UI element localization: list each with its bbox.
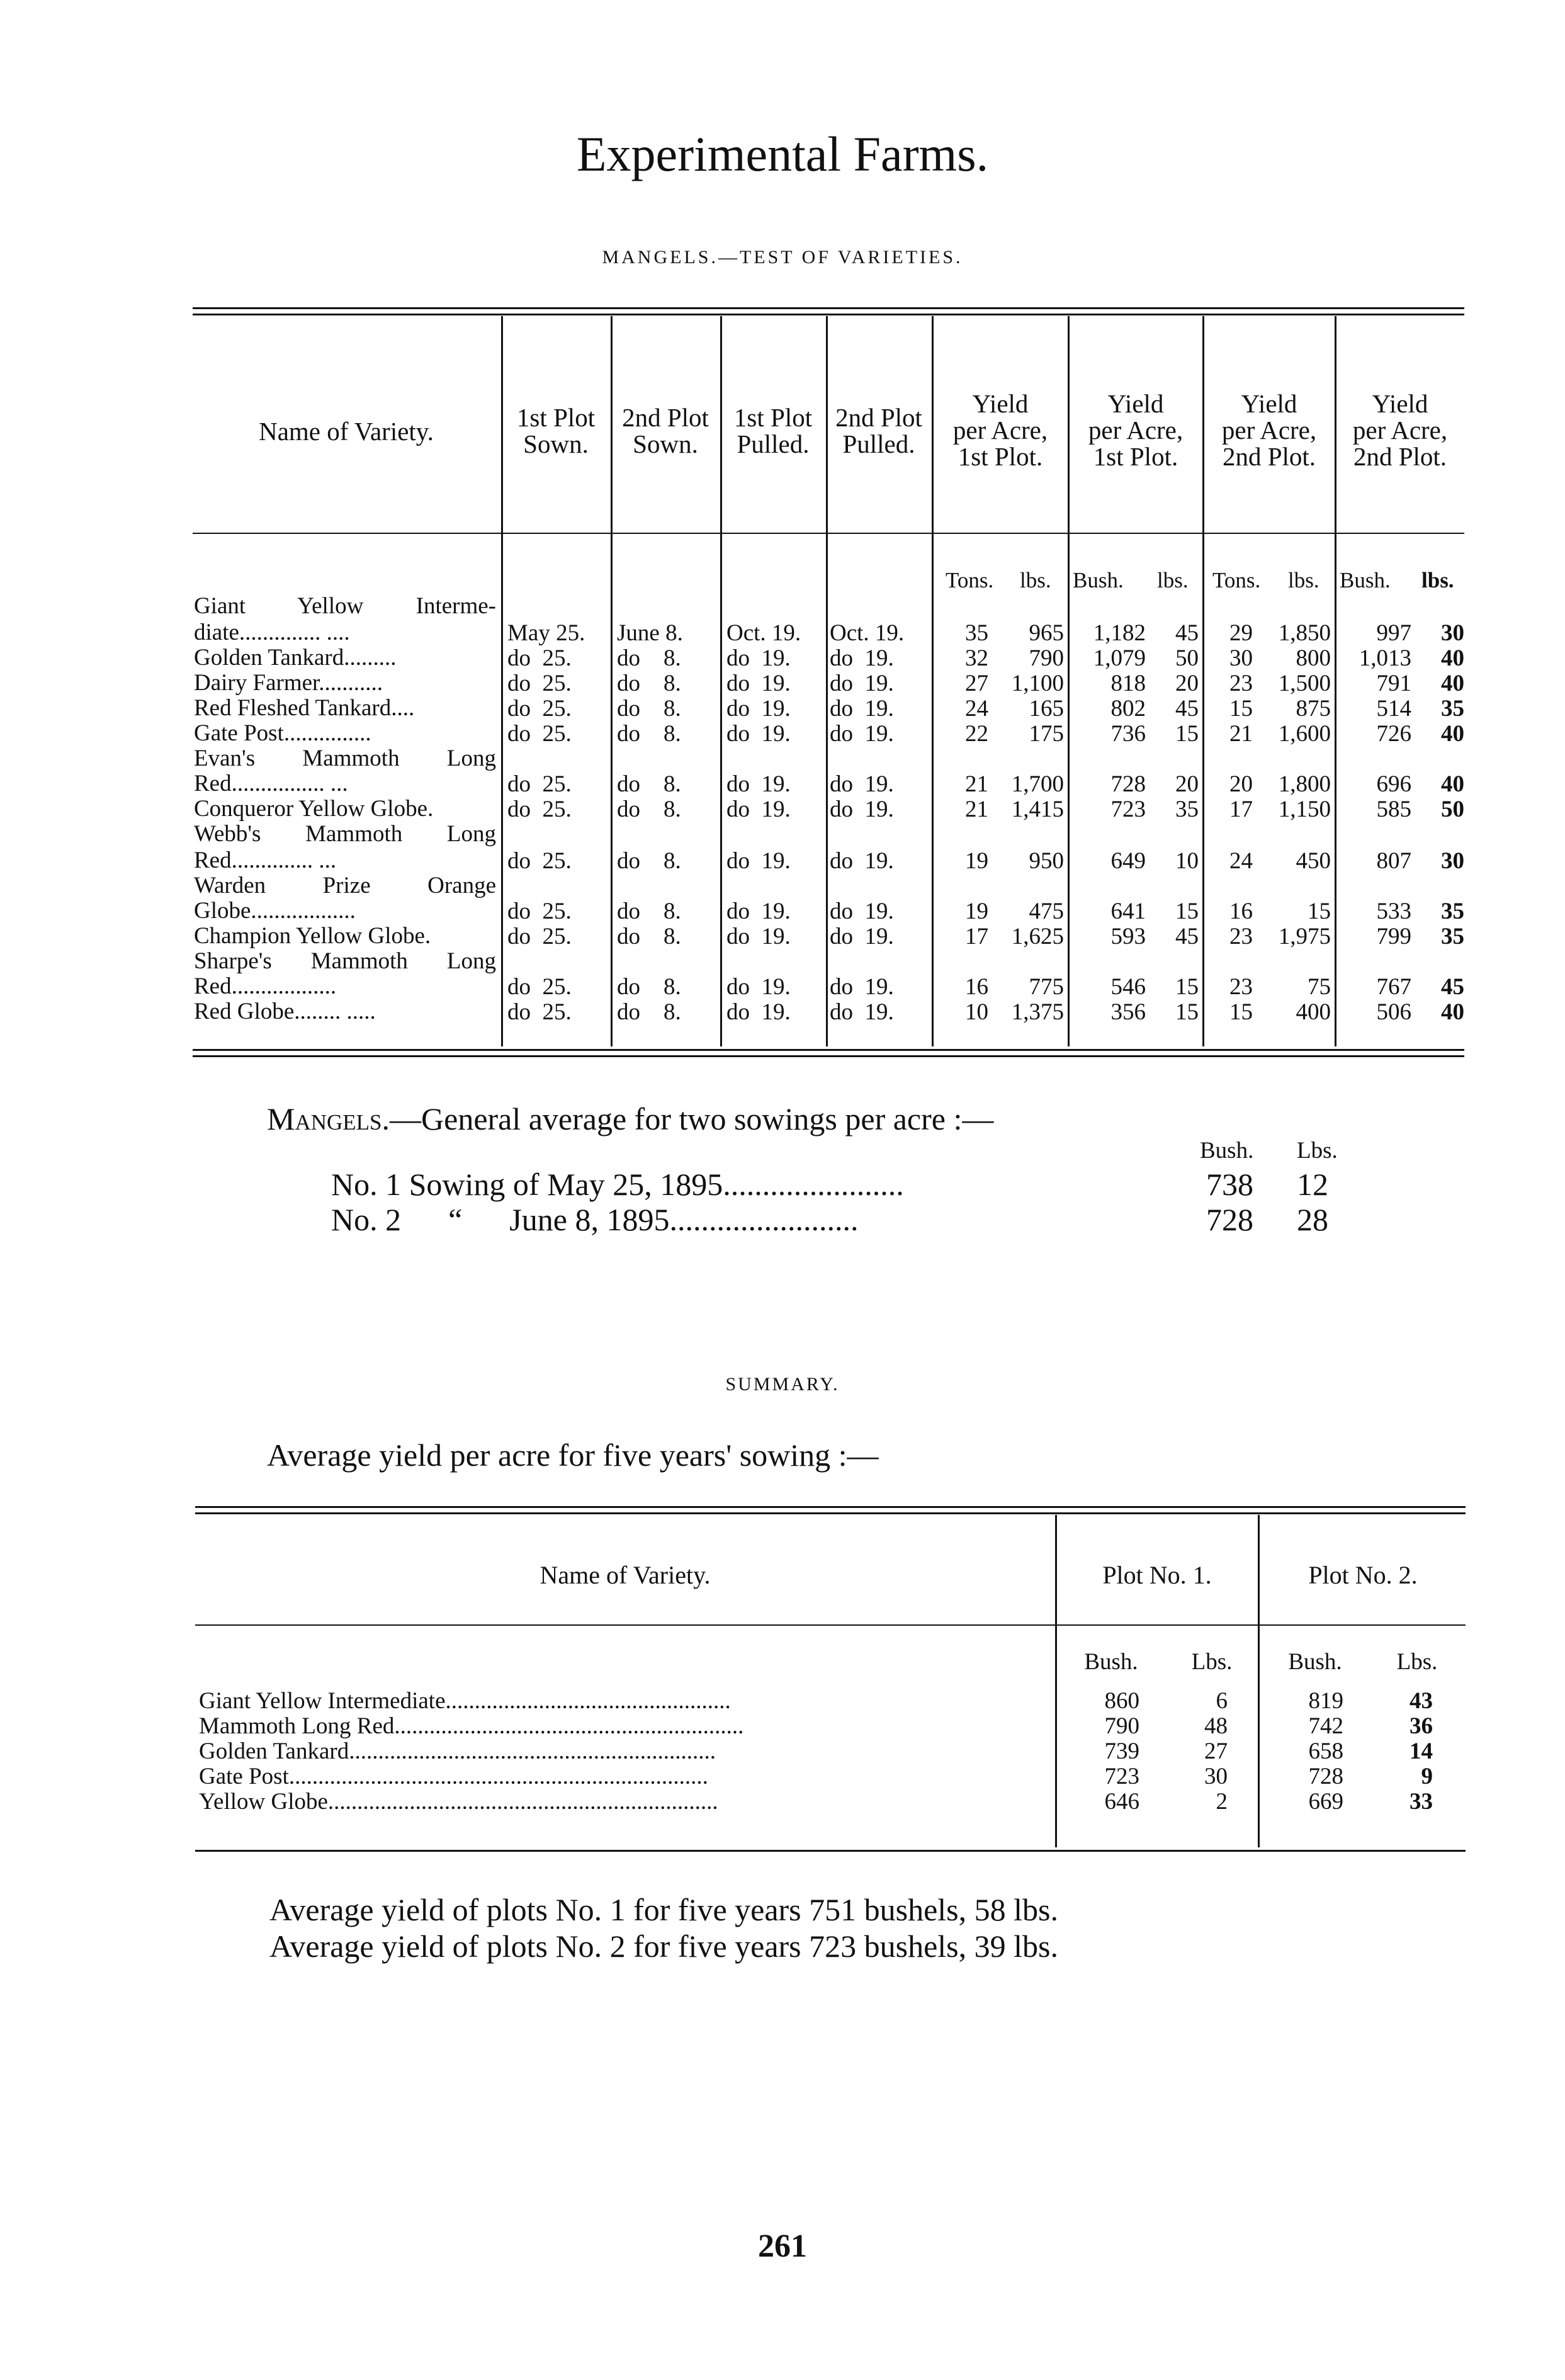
yield-bush-lbs-2: 35 [1441,696,1464,722]
yield-tons-1: 24 [965,696,988,722]
yield-bush-1: 356 [1110,999,1146,1025]
yield-bush-lbs-2: 40 [1441,999,1464,1025]
yield-lbs-1: 775 [1029,974,1064,1000]
sown-2: do 8. [617,696,681,722]
plot-2-lbs: 43 [1410,1688,1433,1714]
summary-header-plot-2: Plot No. 2. [1308,1561,1418,1589]
mangels-lead: Mangels. [267,1101,390,1136]
yield-bush-2: 585 [1376,796,1411,822]
col-lbs: Lbs. [1297,1138,1338,1164]
yield-tons-1: 32 [965,645,988,671]
header-yield-bush-2nd: Yield per Acre, 2nd Plot. [1352,389,1448,471]
yield-tons-2: 17 [1229,796,1253,822]
yield-bush-1: 736 [1110,721,1146,747]
yield-tons-1: 10 [965,999,988,1025]
yield-lbs-1: 475 [1029,898,1064,924]
variety-name: Warden Prize Orange [194,873,496,898]
table-header-rule [193,533,1464,534]
yield-tons-1: 19 [965,898,988,924]
plot-2-lbs: 14 [1410,1738,1433,1764]
sown-2: do 8. [617,848,681,874]
sown-2: do 8. [617,671,681,696]
pulled-1: do 19. [726,771,791,797]
yield-bush-lbs-1: 35 [1175,796,1199,822]
plot-1-bush: 646 [1104,1789,1139,1815]
pulled-2: do 19. [830,999,894,1025]
pulled-2: do 19. [830,771,894,797]
sown-1: do 25. [507,924,572,949]
pulled-2: do 19. [830,696,894,722]
yield-bush-2: 726 [1376,721,1411,747]
yield-lbs-1: 1,700 [1011,771,1064,797]
yield-bush-lbs-1: 45 [1175,924,1199,949]
yield-tons-2: 23 [1229,924,1253,949]
variety-name-cont: Red.................. [194,973,337,999]
yield-bush-lbs-1: 50 [1175,645,1199,671]
yield-tons-1: 17 [965,924,988,949]
yield-lbs-1: 175 [1029,721,1064,747]
sown-2: June 8. [617,620,683,646]
table-bottom-rule-2 [193,1055,1464,1057]
variety-name: Conqueror Yellow Globe. [194,796,434,822]
pulled-1: do 19. [726,721,791,747]
plot-1-lbs: 30 [1204,1764,1228,1789]
yield-tons-2: 29 [1229,620,1253,646]
yield-tons-2: 24 [1229,848,1253,874]
yield-bush-lbs-1: 45 [1175,696,1199,722]
yield-bush-2: 1,013 [1359,645,1411,671]
summary-variety-name: Mammoth Long Red............................................................ [199,1713,744,1739]
yield-lbs-2: 1,850 [1278,620,1331,646]
table-top-rule [193,307,1464,309]
yield-bush-2: 696 [1376,771,1411,797]
yield-tons-1: 35 [965,620,988,646]
yield-bush-lbs-2: 30 [1441,848,1464,874]
unit-bush: Bush. [1340,568,1391,592]
yield-lbs-2: 1,800 [1278,771,1331,797]
yield-tons-2: 15 [1229,999,1253,1025]
yield-tons-1: 22 [965,721,988,747]
plot-1-lbs: 6 [1216,1688,1228,1714]
yield-tons-2: 23 [1229,974,1253,1000]
yield-tons-2: 20 [1229,771,1253,797]
general-average-text: —General average for two sowings per acre :— [390,1101,994,1136]
unit-lbs: lbs. [1288,568,1319,592]
summary-heading: SUMMARY. [725,1374,840,1395]
sown-1: do 25. [507,974,572,1000]
header-2nd-plot-sown: 2nd Plot Sown. [622,403,709,458]
plot-1-lbs: 27 [1204,1738,1228,1764]
pulled-2: do 19. [830,796,894,822]
plot-2-bush: 819 [1308,1688,1343,1714]
yield-lbs-1: 790 [1029,645,1064,671]
yield-bush-lbs-1: 15 [1175,999,1199,1025]
yield-bush-2: 514 [1376,696,1411,722]
unit-bush: Bush. [1288,1649,1342,1675]
yield-lbs-2: 75 [1308,974,1331,1000]
yield-tons-1: 21 [965,796,988,822]
variety-name: Sharpe's Mammoth Long [194,948,496,974]
pulled-1: do 19. [726,671,791,696]
plot-1-lbs: 2 [1216,1789,1228,1815]
header-2nd-plot-pulled: 2nd Plot Pulled. [835,403,922,458]
summary-footer-plot-2: Average yield of plots No. 2 for five years 723 bushels, 39 lbs. [269,1929,1058,1964]
pulled-1: do 19. [726,924,791,949]
yield-bush-lbs-1: 15 [1175,974,1199,1000]
variety-name: Red Globe........ ..... [194,999,376,1024]
yield-tons-1: 19 [965,848,988,874]
yield-bush-lbs-2: 40 [1441,721,1464,747]
yield-bush-1: 723 [1110,796,1146,822]
sown-2: do 8. [617,721,681,747]
plot-1-bush: 723 [1104,1764,1139,1789]
plot-2-bush: 742 [1308,1713,1343,1739]
plot-1-lbs: 48 [1204,1713,1228,1739]
yield-lbs-2: 450 [1296,848,1331,874]
col-bush: Bush. [1200,1138,1254,1164]
yield-bush-lbs-2: 30 [1441,620,1464,646]
variety-name: Evan's Mammoth Long [194,745,496,771]
pulled-1: do 19. [726,999,791,1025]
yield-bush-1: 818 [1110,671,1146,696]
sowing-1-bush: 738 [1206,1167,1253,1202]
yield-lbs-1: 1,415 [1011,796,1064,822]
pulled-1: do 19. [726,645,791,671]
yield-bush-lbs-1: 20 [1175,671,1199,696]
sowing-1-label: No. 1 Sowing of May 25, 1895....................... [331,1167,904,1202]
yield-lbs-2: 800 [1296,645,1331,671]
table-top-rule-2 [193,314,1464,315]
yield-lbs-2: 1,500 [1278,671,1331,696]
summary-variety-name: Giant Yellow Intermediate................................................. [199,1688,731,1714]
pulled-2: Oct. 19. [830,620,905,646]
yield-tons-1: 16 [965,974,988,1000]
yield-bush-lbs-1: 45 [1175,620,1199,646]
header-1st-plot-sown: 1st Plot Sown. [516,403,596,458]
yield-bush-1: 1,182 [1093,620,1146,646]
plot-2-bush: 658 [1308,1738,1343,1764]
col-divider [1258,1515,1260,1847]
yield-lbs-2: 1,150 [1278,796,1331,822]
page-title: Experimental Farms. [576,127,989,181]
pulled-2: do 19. [830,924,894,949]
variety-name-cont: Red................ ... [194,771,348,796]
yield-bush-lbs-1: 10 [1175,848,1199,874]
variety-name: Champion Yellow Globe. [194,923,431,949]
summary-top-rule [195,1506,1466,1508]
header-1st-plot-pulled: 1st Plot Pulled. [733,403,813,458]
yield-bush-1: 649 [1110,848,1146,874]
summary-header-rule [195,1624,1466,1626]
pulled-1: Oct. 19. [726,620,801,646]
yield-bush-1: 802 [1110,696,1146,722]
unit-lbs: Lbs. [1191,1649,1233,1675]
yield-bush-lbs-1: 20 [1175,771,1199,797]
yield-tons-1: 21 [965,771,988,797]
summary-variety-name: Yellow Globe................................................................... [199,1789,718,1815]
yield-bush-lbs-1: 15 [1175,898,1199,924]
header-yield-tons-2nd: Yield per Acre, 2nd Plot. [1221,389,1317,471]
unit-lbs: lbs. [1157,568,1189,592]
summary-footer-plot-1: Average yield of plots No. 1 for five years 751 bushels, 58 lbs. [269,1892,1058,1927]
yield-bush-2: 767 [1376,974,1411,1000]
pulled-2: do 19. [830,645,894,671]
summary-variety-name: Golden Tankard............................................................... [199,1738,716,1764]
plot-2-bush: 669 [1308,1789,1343,1815]
sown-1: do 25. [507,671,572,696]
pulled-2: do 19. [830,898,894,924]
variety-name: Webb's Mammoth Long [194,821,496,847]
yield-tons-2: 15 [1229,696,1253,722]
yield-bush-lbs-2: 40 [1441,645,1464,671]
summary-intro: Average yield per acre for five years' sowing :— [267,1437,879,1473]
sown-1: May 25. [507,620,585,646]
yield-bush-2: 807 [1376,848,1411,874]
yield-lbs-2: 1,975 [1278,924,1331,949]
variety-name: Dairy Farmer........... [194,670,383,696]
yield-tons-2: 21 [1229,721,1253,747]
yield-bush-lbs-2: 40 [1441,771,1464,797]
yield-lbs-1: 965 [1029,620,1064,646]
yield-tons-1: 27 [965,671,988,696]
plot-1-bush: 860 [1104,1688,1139,1714]
sown-2: do 8. [617,796,681,822]
unit-tons: Tons. [946,568,994,592]
sown-1: do 25. [507,796,572,822]
variety-name: Giant Yellow Interme- [194,593,496,619]
variety-name-cont: diate.............. .... [194,620,350,645]
unit-bush: Bush. [1073,568,1124,592]
yield-lbs-1: 1,625 [1011,924,1064,949]
sowing-2-lbs: 28 [1297,1202,1328,1237]
variety-name: Gate Post............... [194,720,371,746]
pulled-2: do 19. [830,848,894,874]
summary-bottom-rule [195,1850,1466,1852]
unit-tons: Tons. [1212,568,1261,592]
yield-tons-2: 16 [1229,898,1253,924]
sown-2: do 8. [617,645,681,671]
sown-1: do 25. [507,848,572,874]
plot-2-bush: 728 [1308,1764,1343,1789]
yield-lbs-2: 400 [1296,999,1331,1025]
yield-bush-lbs-1: 15 [1175,721,1199,747]
yield-tons-2: 23 [1229,671,1253,696]
variety-name-cont: Red.............. ... [194,847,337,873]
yield-bush-lbs-2: 45 [1441,974,1464,1000]
table-bottom-rule [193,1049,1464,1051]
yield-bush-2: 799 [1376,924,1411,949]
header-yield-tons-1st: Yield per Acre, 1st Plot. [952,389,1048,471]
sown-1: do 25. [507,771,572,797]
yield-bush-2: 791 [1376,671,1411,696]
yield-bush-1: 641 [1110,898,1146,924]
sowing-2-label: No. 2 “ June 8, 1895........................ [331,1202,859,1237]
variety-name: Golden Tankard......... [194,645,397,671]
sowing-2-bush: 728 [1206,1202,1253,1237]
pulled-1: do 19. [726,696,791,722]
page-number: 261 [758,2228,807,2264]
sown-1: do 25. [507,898,572,924]
pulled-2: do 19. [830,974,894,1000]
pulled-2: do 19. [830,671,894,696]
variety-name: Red Fleshed Tankard.... [194,695,415,721]
yield-tons-2: 30 [1229,645,1253,671]
yield-bush-lbs-2: 40 [1441,671,1464,696]
yield-lbs-2: 1,600 [1278,721,1331,747]
variety-name-cont: Globe.................. [194,898,356,924]
yield-bush-1: 728 [1110,771,1146,797]
yield-bush-2: 506 [1376,999,1411,1025]
yield-lbs-1: 1,375 [1011,999,1064,1025]
unit-lbs: lbs. [1020,568,1051,592]
sown-1: do 25. [507,721,572,747]
sown-2: do 8. [617,999,681,1025]
sowing-1-lbs: 12 [1297,1167,1328,1202]
yield-bush-1: 546 [1110,974,1146,1000]
plot-2-lbs: 36 [1410,1713,1433,1739]
summary-header-plot-1: Plot No. 1. [1102,1561,1212,1589]
unit-bush: Bush. [1084,1649,1138,1675]
yield-lbs-2: 875 [1296,696,1331,722]
pulled-1: do 19. [726,898,791,924]
sown-1: do 25. [507,999,572,1025]
general-average-heading [267,1101,993,1137]
yield-bush-1: 593 [1110,924,1146,949]
unit-lbs: Lbs. [1396,1649,1438,1675]
summary-header-name: Name of Variety. [540,1561,711,1589]
header-yield-bush-1st: Yield per Acre, 1st Plot. [1088,389,1184,471]
plot-2-lbs: 33 [1410,1789,1433,1815]
plot-1-bush: 790 [1104,1713,1139,1739]
sown-2: do 8. [617,898,681,924]
pulled-2: do 19. [830,721,894,747]
col-divider [1055,1515,1057,1847]
plot-1-bush: 739 [1104,1738,1139,1764]
yield-lbs-1: 1,100 [1011,671,1064,696]
summary-top-rule-2 [195,1512,1466,1514]
sown-2: do 8. [617,924,681,949]
sown-1: do 25. [507,696,572,722]
yield-bush-lbs-2: 35 [1441,898,1464,924]
yield-bush-lbs-2: 35 [1441,924,1464,949]
pulled-1: do 19. [726,796,791,822]
table-subtitle: MANGELS.—TEST OF VARIETIES. [602,247,963,268]
yield-bush-2: 997 [1376,620,1411,646]
yield-bush-1: 1,079 [1093,645,1146,671]
yield-lbs-1: 165 [1029,696,1064,722]
yield-lbs-2: 15 [1308,898,1331,924]
sown-2: do 8. [617,771,681,797]
unit-lbs: lbs. [1421,568,1454,592]
pulled-1: do 19. [726,848,791,874]
sown-2: do 8. [617,974,681,1000]
pulled-1: do 19. [726,974,791,1000]
sown-1: do 25. [507,645,572,671]
plot-2-lbs: 9 [1421,1764,1433,1789]
yield-bush-lbs-2: 50 [1441,796,1464,822]
yield-lbs-1: 950 [1029,848,1064,874]
summary-variety-name: Gate Post........................................................................ [199,1764,708,1789]
yield-bush-2: 533 [1376,898,1411,924]
header-name-of-variety: Name of Variety. [259,417,434,446]
